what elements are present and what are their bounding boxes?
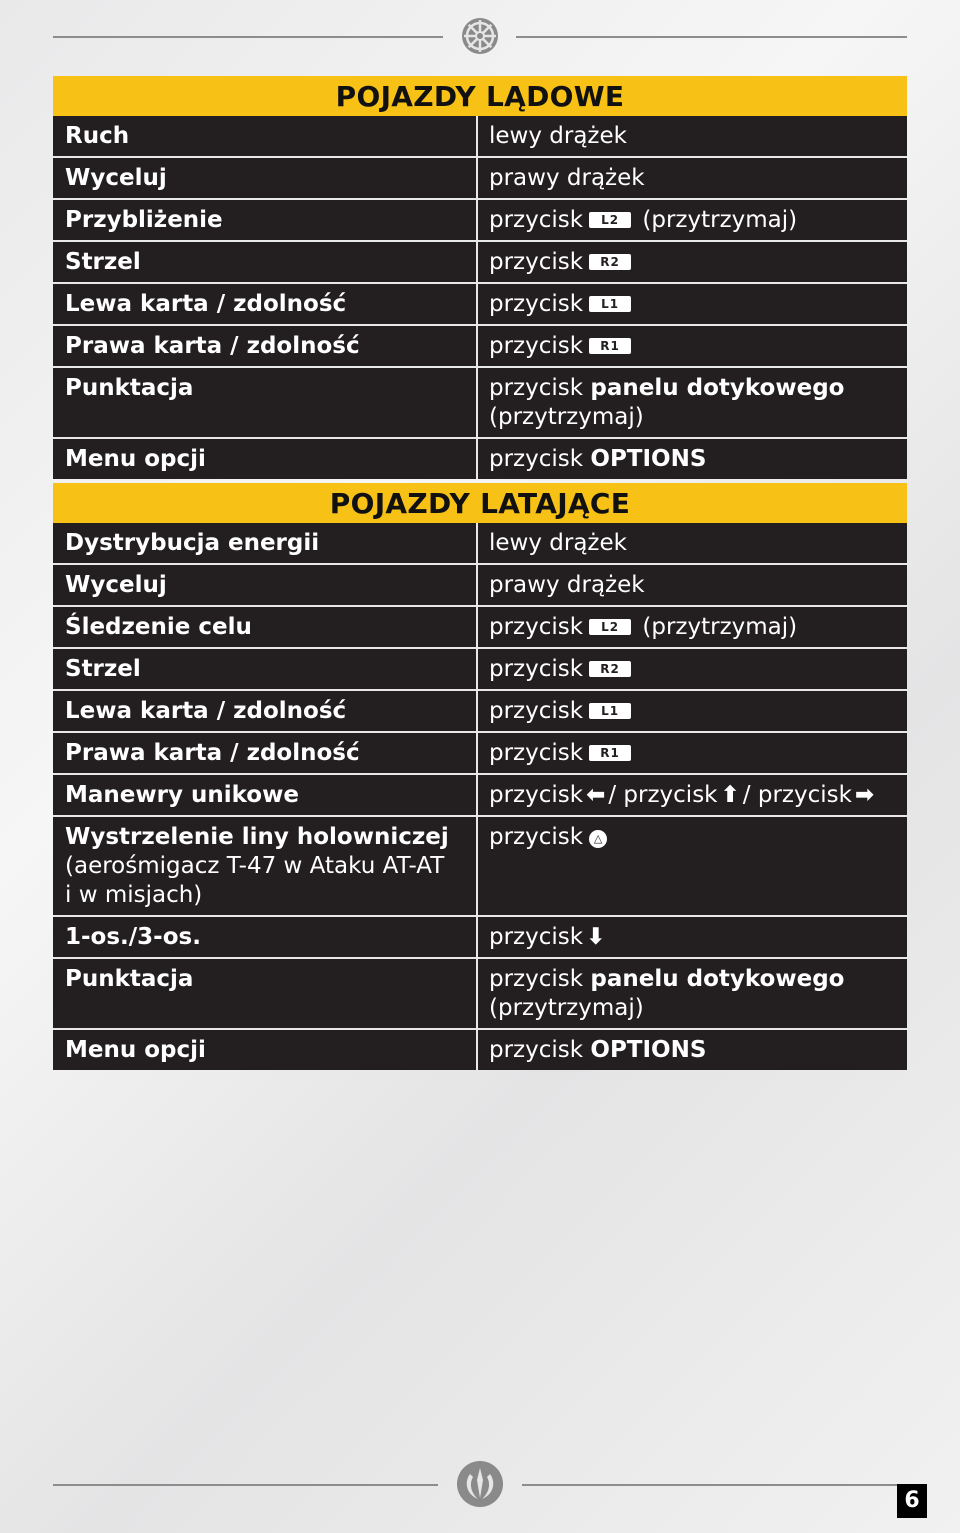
control-cell — [478, 691, 907, 731]
action-cell — [53, 691, 478, 731]
top-rule-left — [53, 36, 443, 38]
action-label: Punktacja — [65, 375, 194, 401]
control-text: prawy drążek — [489, 572, 645, 598]
control-cell — [478, 326, 907, 366]
control-prefix: / przycisk — [742, 782, 852, 808]
button-key-icon: R2 — [589, 254, 631, 270]
action-cell — [53, 439, 478, 479]
dpad-right-icon: ➡ — [854, 782, 875, 808]
control-text: lewy drążek — [489, 123, 627, 149]
action-label: Prawa karta / zdolność — [65, 740, 360, 766]
table-row — [53, 116, 907, 158]
button-key-icon: L1 — [589, 703, 631, 719]
action-cell — [53, 200, 478, 240]
control-suffix: (przytrzymaj) — [642, 614, 798, 640]
control-prefix: przycisk — [489, 698, 584, 724]
table-row — [53, 917, 907, 959]
control-cell — [478, 284, 907, 324]
control-prefix: przycisk — [489, 966, 584, 992]
action-cell — [53, 1030, 478, 1070]
ground-vehicles-title: POJAZDY LĄDOWE — [53, 76, 907, 116]
action-label: Manewry unikowe — [65, 782, 299, 808]
table-row — [53, 284, 907, 326]
action-label: Menu opcji — [65, 1037, 206, 1063]
control-cell — [478, 775, 907, 815]
table-row — [53, 158, 907, 200]
control-cell — [478, 607, 907, 647]
control-cell — [478, 565, 907, 605]
action-cell — [53, 368, 478, 437]
button-key-icon: L1 — [589, 296, 631, 312]
control-cell — [478, 733, 907, 773]
table-row — [53, 523, 907, 565]
control-cell — [478, 116, 907, 156]
control-prefix: przycisk — [489, 207, 584, 233]
action-cell — [53, 917, 478, 957]
table-row — [53, 607, 907, 649]
table-row — [53, 733, 907, 775]
table-row — [53, 1030, 907, 1070]
control-highlight: OPTIONS — [590, 1037, 707, 1063]
table-row — [53, 326, 907, 368]
top-rule-right — [516, 36, 907, 38]
control-cell — [478, 158, 907, 198]
button-key-icon: L2 — [589, 212, 631, 228]
action-cell — [53, 158, 478, 198]
control-prefix: przycisk — [489, 333, 584, 359]
control-cell — [478, 523, 907, 563]
action-label: Lewa karta / zdolność — [65, 291, 347, 317]
action-label: Punktacja — [65, 966, 194, 992]
action-cell — [53, 326, 478, 366]
table-row — [53, 691, 907, 733]
action-cell — [53, 775, 478, 815]
action-cell — [53, 733, 478, 773]
control-highlight: panelu dotykowego — [590, 375, 845, 401]
action-label: Śledzenie celu — [65, 614, 252, 640]
table-row — [53, 200, 907, 242]
action-cell — [53, 959, 478, 1028]
table-row — [53, 242, 907, 284]
flying-vehicles-title: POJAZDY LATAJĄCE — [53, 483, 907, 523]
control-cell — [478, 959, 907, 1028]
control-prefix: przycisk — [489, 656, 584, 682]
action-label: Lewa karta / zdolność — [65, 698, 347, 724]
table-row — [53, 775, 907, 817]
action-label: Przybliżenie — [65, 207, 223, 233]
control-cell — [478, 649, 907, 689]
button-key-icon: R2 — [589, 661, 631, 677]
table-row — [53, 439, 907, 479]
control-prefix: / przycisk — [608, 782, 718, 808]
control-highlight: OPTIONS — [590, 446, 707, 472]
dpad-down-icon: ⬇ — [586, 924, 606, 950]
control-prefix: przycisk — [489, 446, 584, 472]
empire-emblem-icon — [461, 17, 499, 55]
action-cell — [53, 649, 478, 689]
control-prefix: przycisk — [489, 782, 584, 808]
action-note: (aerośmigacz T-47 w Ataku AT-AT i w misjach) — [65, 853, 445, 908]
action-label: Strzel — [65, 656, 141, 682]
action-label: Wyceluj — [65, 572, 167, 598]
control-cell — [478, 439, 907, 479]
page-number: 6 — [897, 1484, 927, 1518]
control-suffix: (przytrzymaj) — [489, 404, 644, 430]
control-cell — [478, 917, 907, 957]
button-key-icon: R1 — [589, 338, 631, 354]
ground-vehicles-table — [53, 76, 907, 479]
action-label: Menu opcji — [65, 446, 206, 472]
action-cell — [53, 242, 478, 282]
control-prefix: przycisk — [489, 824, 584, 850]
control-suffix: (przytrzymaj) — [642, 207, 798, 233]
flying-vehicles-table — [53, 483, 907, 1070]
action-cell — [53, 607, 478, 647]
bottom-rule-right — [522, 1484, 907, 1486]
control-cell — [478, 368, 907, 437]
action-cell — [53, 523, 478, 563]
ground-vehicles-rows — [53, 116, 907, 479]
action-label: Wystrzelenie liny holowniczej — [65, 824, 449, 850]
dpad-left-icon: ⬅ — [586, 782, 606, 808]
action-label: Dystrybucja energii — [65, 530, 320, 556]
button-key-icon: R1 — [589, 745, 631, 761]
table-row — [53, 817, 907, 917]
table-row — [53, 368, 907, 439]
control-highlight: panelu dotykowego — [590, 966, 845, 992]
rebel-alliance-emblem-icon — [456, 1460, 504, 1508]
control-prefix: przycisk — [489, 375, 584, 401]
table-row — [53, 565, 907, 607]
control-prefix: przycisk — [489, 249, 584, 275]
bottom-rule-left — [53, 1484, 438, 1486]
control-cell — [478, 817, 907, 915]
table-row — [53, 649, 907, 691]
control-cell — [478, 200, 907, 240]
action-label: Ruch — [65, 123, 130, 149]
flying-vehicles-rows — [53, 523, 907, 1070]
control-prefix: przycisk — [489, 1037, 584, 1063]
control-text: lewy drążek — [489, 530, 627, 556]
control-prefix: przycisk — [489, 740, 584, 766]
action-cell — [53, 284, 478, 324]
control-cell — [478, 1030, 907, 1070]
action-label: Prawa karta / zdolność — [65, 333, 360, 359]
dpad-up-icon: ⬆ — [720, 782, 740, 808]
table-row — [53, 959, 907, 1030]
control-prefix: przycisk — [489, 924, 584, 950]
action-cell — [53, 817, 478, 915]
action-cell — [53, 116, 478, 156]
control-prefix: przycisk — [489, 291, 584, 317]
control-text: prawy drążek — [489, 165, 645, 191]
triangle-button-icon: △ — [589, 830, 607, 848]
control-prefix: przycisk — [489, 614, 584, 640]
button-key-icon: L2 — [589, 619, 631, 635]
control-suffix: (przytrzymaj) — [489, 995, 644, 1021]
action-label: 1-os./3-os. — [65, 924, 201, 950]
action-label: Strzel — [65, 249, 141, 275]
control-cell — [478, 242, 907, 282]
action-cell — [53, 565, 478, 605]
action-label: Wyceluj — [65, 165, 167, 191]
